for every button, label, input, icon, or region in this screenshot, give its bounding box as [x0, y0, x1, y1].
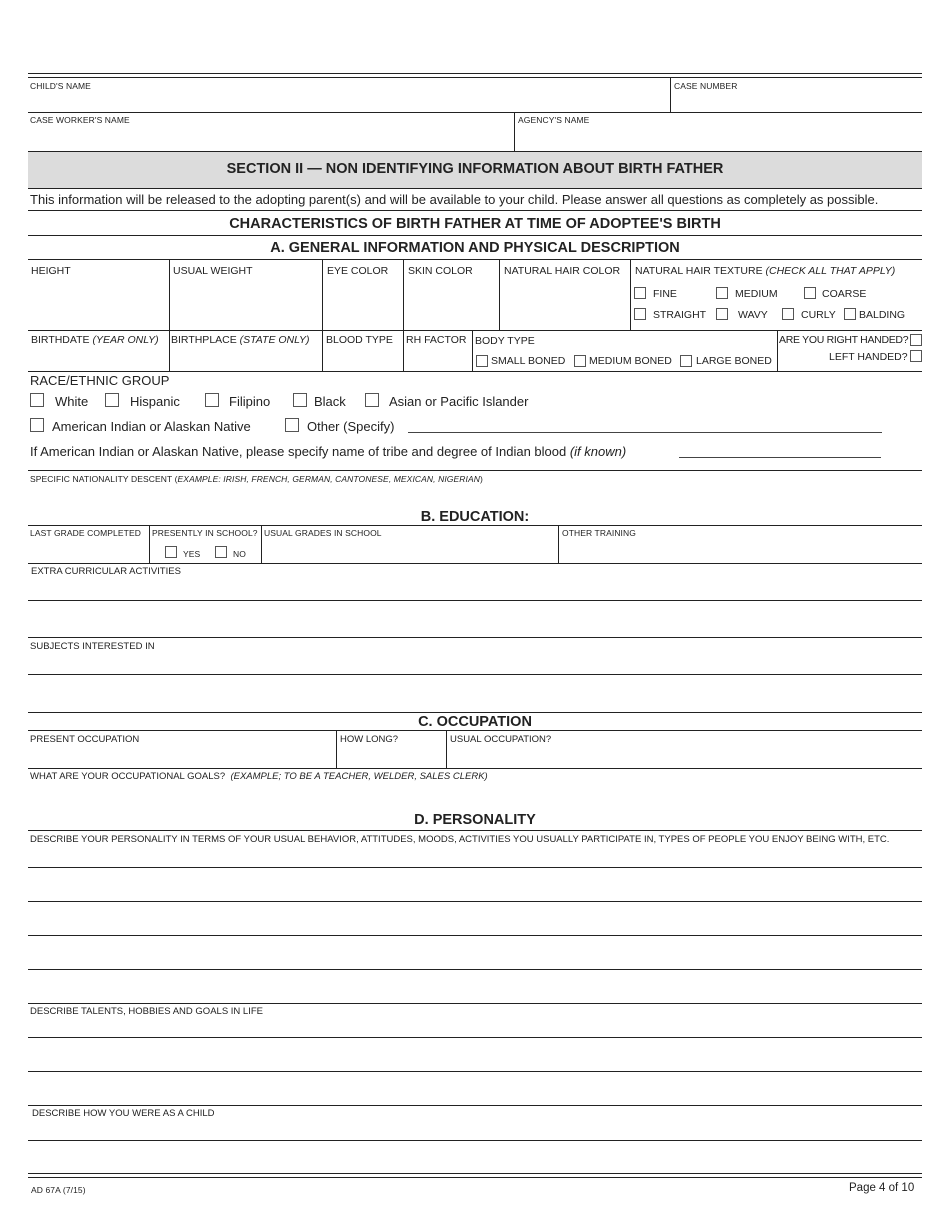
last-grade-label: LAST GRADE COMPLETED — [30, 528, 141, 538]
eye-color-label: EYE COLOR — [327, 265, 389, 277]
child-label: DESCRIBE HOW YOU WERE AS A CHILD — [32, 1108, 215, 1119]
asian-label: Asian or Pacific Islander — [389, 394, 529, 409]
coarse-label: COARSE — [822, 288, 867, 300]
wavy-checkbox[interactable] — [716, 308, 728, 320]
how-long-label: HOW LONG? — [340, 734, 399, 745]
black-label: Black — [314, 394, 346, 409]
yes-checkbox[interactable] — [165, 546, 177, 558]
subjects-field[interactable] — [30, 655, 920, 709]
left-handed-label: LEFT HANDED? — [829, 351, 908, 363]
american-indian-checkbox[interactable] — [30, 418, 44, 432]
education-title: B. EDUCATION: — [420, 509, 530, 525]
birthplace-field[interactable] — [172, 348, 318, 368]
rh-factor-label: RH FACTOR — [406, 334, 467, 346]
top-rule-2 — [28, 77, 922, 78]
extracurricular-label: EXTRA CURRICULAR ACTIVITIES — [31, 566, 181, 577]
straight-checkbox[interactable] — [634, 308, 646, 320]
right-handed-label: ARE YOU RIGHT HANDED? — [779, 334, 909, 346]
occupation-title: C. OCCUPATION — [418, 714, 532, 730]
left-handed-checkbox[interactable] — [910, 350, 922, 362]
talents-field[interactable] — [30, 1020, 920, 1104]
nationality-label: SPECIFIC NATIONALITY DESCENT (EXAMPLE: IRISH, FRENCH, GERMAN, CANTONESE, MEXICAN, NIGERIAN) — [30, 474, 483, 484]
hair-color-label: NATURAL HAIR COLOR — [504, 265, 621, 277]
usual-grades-field[interactable] — [264, 540, 554, 560]
small-boned-checkbox[interactable] — [476, 355, 488, 367]
hair-color-field[interactable] — [502, 280, 627, 326]
section-title: SECTION II — NON IDENTIFYING INFORMATION ABOUT BIRTH FATHER — [226, 161, 724, 177]
curly-label: CURLY — [801, 309, 836, 321]
blood-type-field[interactable] — [325, 348, 400, 368]
occupational-goals-field[interactable] — [30, 784, 920, 806]
top-rule — [28, 73, 922, 74]
large-boned-checkbox[interactable] — [680, 355, 692, 367]
other-training-field[interactable] — [561, 540, 919, 560]
usual-occupation-label: USUAL OCCUPATION? — [450, 734, 552, 745]
curly-checkbox[interactable] — [782, 308, 794, 320]
form-id: AD 67A (7/15) — [31, 1185, 86, 1195]
coarse-checkbox[interactable] — [804, 287, 816, 299]
asian-checkbox[interactable] — [365, 393, 379, 407]
fine-checkbox[interactable] — [634, 287, 646, 299]
nationality-field[interactable] — [30, 486, 920, 506]
hair-texture-label: NATURAL HAIR TEXTURE (CHECK ALL THAT APPLY) — [635, 265, 896, 277]
yes-label: YES — [183, 549, 201, 559]
talents-label: DESCRIBE TALENTS, HOBBIES AND GOALS IN LIFE — [30, 1006, 263, 1017]
characteristics-title: CHARACTERISTICS OF BIRTH FATHER AT TIME OF ADOPTEE'S BIRTH — [229, 216, 721, 232]
tribe-field[interactable] — [679, 457, 881, 458]
personality-describe-label: DESCRIBE YOUR PERSONALITY IN TERMS OF YOUR USUAL BEHAVIOR, ATTITUDES, MOODS, ACTIVITIES YOU USUALLY PARTICIPATE IN, TYPES OF PEOPLE YOU ENJOY BEING WITH, ETC. — [30, 834, 890, 845]
last-grade-field[interactable] — [30, 540, 146, 560]
hispanic-checkbox[interactable] — [105, 393, 119, 407]
black-checkbox[interactable] — [293, 393, 307, 407]
skin-color-label: SKIN COLOR — [408, 265, 473, 277]
agency-name-field[interactable] — [516, 126, 920, 148]
present-occupation-field[interactable] — [30, 746, 332, 766]
childs-name-field[interactable] — [28, 90, 668, 110]
skin-color-field[interactable] — [406, 280, 496, 326]
usual-weight-label: USUAL WEIGHT — [173, 265, 253, 277]
other-checkbox[interactable] — [285, 418, 299, 432]
body-type-label: BODY TYPE — [475, 335, 535, 347]
birthdate-field[interactable] — [31, 348, 165, 368]
other-label: Other (Specify) — [307, 419, 395, 434]
balding-label: BALDING — [859, 309, 906, 321]
right-handed-checkbox[interactable] — [910, 334, 922, 346]
white-checkbox[interactable] — [30, 393, 44, 407]
usual-weight-field[interactable] — [172, 280, 318, 326]
case-worker-label: CASE WORKER'S NAME — [30, 115, 130, 125]
other-specify-field[interactable] — [408, 432, 882, 433]
occupational-goals-label: WHAT ARE YOUR OCCUPATIONAL GOALS? (EXAMPLE; TO BE A TEACHER, WELDER, SALES CLERK) — [30, 771, 488, 782]
present-occupation-label: PRESENT OCCUPATION — [30, 734, 140, 745]
height-label: HEIGHT — [31, 265, 71, 277]
medium-checkbox[interactable] — [716, 287, 728, 299]
intro-text: This information will be released to the adopting parent(s) and will be available to your child. Please answer all questions as completely as possible. — [30, 192, 879, 207]
agency-name-label: AGENCY'S NAME — [518, 115, 590, 125]
american-indian-label: American Indian or Alaskan Native — [52, 419, 251, 434]
extracurricular-field[interactable] — [30, 580, 920, 634]
general-info-title: A. GENERAL INFORMATION AND PHYSICAL DESCRIPTION — [270, 240, 680, 256]
large-boned-label: LARGE BONED — [696, 355, 772, 367]
medium-label: MEDIUM — [735, 288, 778, 300]
filipino-label: Filipino — [229, 394, 271, 409]
filipino-checkbox[interactable] — [205, 393, 219, 407]
case-worker-field[interactable] — [28, 126, 512, 148]
personality-describe-field[interactable] — [30, 862, 920, 1002]
race-title: RACE/ETHNIC GROUP — [30, 373, 170, 388]
rh-factor-field[interactable] — [406, 348, 470, 368]
usual-occupation-field[interactable] — [449, 746, 919, 766]
fine-label: FINE — [653, 288, 677, 300]
white-label: White — [55, 394, 89, 409]
usual-grades-label: USUAL GRADES IN SCHOOL — [264, 528, 382, 538]
case-number-field[interactable] — [672, 90, 920, 110]
straight-label: STRAIGHT — [653, 309, 707, 321]
other-training-label: OTHER TRAINING — [562, 528, 636, 538]
no-checkbox[interactable] — [215, 546, 227, 558]
hispanic-label: Hispanic — [130, 394, 180, 409]
how-long-field[interactable] — [339, 746, 443, 766]
tribe-question: If American Indian or Alaskan Native, please specify name of tribe and degree of Indian blood (if known) — [30, 444, 627, 459]
case-number-label: CASE NUMBER — [674, 81, 738, 91]
medium-boned-checkbox[interactable] — [574, 355, 586, 367]
personality-title: D. PERSONALITY — [414, 812, 536, 828]
blood-type-label: BLOOD TYPE — [326, 334, 393, 346]
no-label: NO — [233, 549, 246, 559]
medium-boned-label: MEDIUM BONED — [589, 355, 672, 367]
child-field[interactable] — [30, 1120, 920, 1140]
childs-name-label: CHILD'S NAME — [30, 81, 91, 91]
balding-checkbox[interactable] — [844, 308, 856, 320]
birthplace-label: BIRTHPLACE (STATE ONLY) — [171, 334, 310, 346]
height-field[interactable] — [31, 280, 165, 326]
eye-color-field[interactable] — [325, 280, 400, 326]
subjects-label: SUBJECTS INTERESTED IN — [30, 641, 155, 652]
birthdate-label: BIRTHDATE (YEAR ONLY) — [31, 334, 159, 346]
in-school-label: PRESENTLY IN SCHOOL? — [152, 528, 258, 538]
page-number: Page 4 of 10 — [849, 1182, 915, 1194]
wavy-label: WAVY — [738, 309, 768, 321]
small-boned-label: SMALL BONED — [491, 355, 566, 367]
